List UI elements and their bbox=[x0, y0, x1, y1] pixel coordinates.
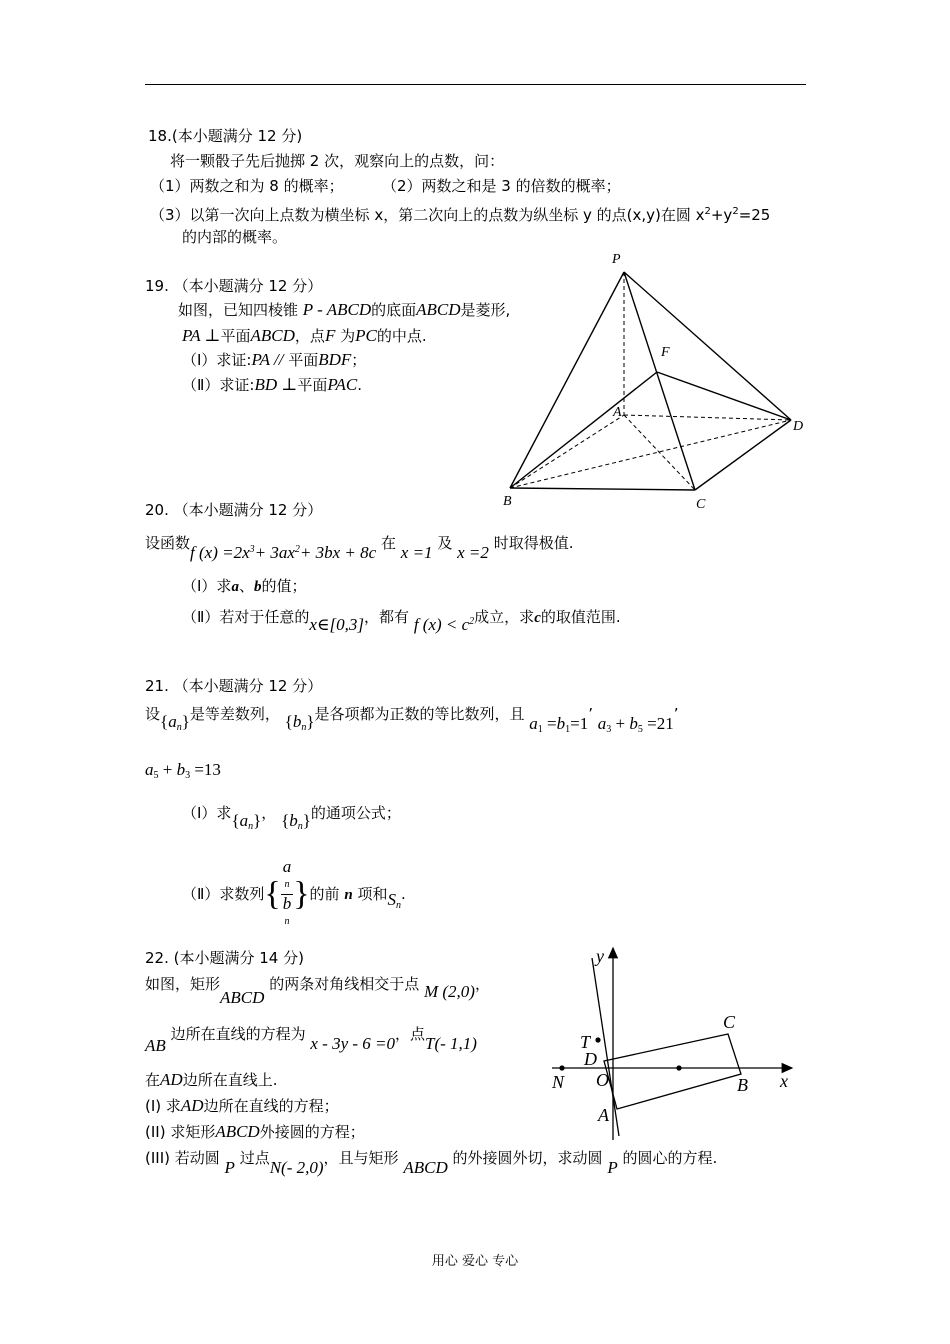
edge-BA bbox=[510, 415, 624, 488]
q21-part1: （Ⅰ）求$\{a_n\}$， $\{b_n\}$的通项公式； bbox=[182, 804, 401, 832]
segment-BF bbox=[510, 372, 657, 488]
edge-AD bbox=[624, 415, 791, 420]
q22-part2: (II) 求矩形ABCD外接圆的方程； bbox=[145, 1122, 365, 1141]
diagonal-AC bbox=[624, 415, 695, 490]
page-footer: 用心 爱心 专心 bbox=[431, 1254, 519, 1269]
label-A: A bbox=[613, 405, 622, 420]
label-N: N bbox=[552, 1072, 565, 1092]
coordinate-figure bbox=[540, 940, 810, 1140]
point-M bbox=[676, 1065, 681, 1070]
label-O: O bbox=[596, 1070, 609, 1090]
label-F: F bbox=[661, 345, 670, 360]
q19-line2: PA ⊥平面ABCD，点F 为PC的中点. bbox=[182, 326, 427, 345]
q20-line1: 设函数f $(x) =2x^3+ 3ax^2+ 3bx + 8c$ 在 x =1 及 x =2 时取得极值. bbox=[145, 534, 574, 562]
q18-part2: （2）两数之和是 3 的倍数的概率； bbox=[382, 177, 621, 195]
q18-part1: （1）两数之和为 8 的概率； bbox=[150, 177, 344, 195]
edge-PB bbox=[510, 272, 624, 488]
segment-FD bbox=[657, 372, 791, 420]
edge-PD bbox=[624, 272, 791, 420]
edge-PC bbox=[624, 272, 695, 490]
label-x: x bbox=[780, 1071, 788, 1091]
label-y: y bbox=[596, 946, 604, 966]
label-P: P bbox=[612, 252, 621, 267]
q21-line1: 设$\{a_n\}$是等差数列， $\{b_n\}$是各项都为正数的等比数列，且 $a_1 =b_1=1$’ $a_3 + b_5 =21$’ bbox=[145, 705, 679, 735]
q18-part3-cont: 的内部的概率。 bbox=[182, 228, 288, 246]
q18-part3: （3）以第一次向上点数为横坐标 x，第二次向上的点数为纵坐标 y 的点(x,y)在圆 $x^2+y^2=25$ bbox=[150, 206, 771, 224]
q22-line2: AB 边所在直线的方程为 x - 3y - 6 =0，点T(- 1,1) bbox=[145, 1025, 477, 1055]
q22-line3: 在AD边所在直线上. bbox=[145, 1070, 278, 1089]
pyramid-figure bbox=[500, 248, 810, 518]
point-T bbox=[595, 1037, 600, 1042]
rectangle-ABCD bbox=[604, 1034, 741, 1109]
q21-title: 21. （本小题满分 12 分） bbox=[145, 677, 323, 695]
q20-part2: （Ⅱ）若对于任意的x∈[0,3]，都有 f $(x) < c^2$成立，求c的取值范围. bbox=[182, 608, 621, 634]
q20-title: 20. （本小题满分 12 分） bbox=[145, 501, 323, 519]
label-D: D bbox=[793, 419, 804, 434]
label-C: C bbox=[696, 497, 706, 512]
q22-part1: (I) 求AD边所在直线的方程； bbox=[145, 1096, 339, 1115]
label-D: D bbox=[584, 1049, 597, 1069]
q22-title: 22. (本小题满分 14 分) bbox=[145, 949, 304, 967]
q20-part1: （Ⅰ）求a、b的值； bbox=[182, 577, 307, 595]
q19-part1: （Ⅰ）求证:PA // 平面BDF； bbox=[182, 350, 367, 369]
q19-title: 19. （本小题满分 12 分） bbox=[145, 277, 323, 295]
q22-part3: (III) 若动圆 P 过点N(- 2,0)，且与矩形 ABCD 的外接圆外切，求动圆 P 的圆心的方程. bbox=[145, 1149, 718, 1177]
label-B: B bbox=[503, 494, 512, 509]
point-N bbox=[559, 1065, 564, 1070]
label-T: T bbox=[580, 1032, 591, 1052]
edge-BC bbox=[510, 488, 695, 490]
q21-part2: （Ⅱ）求数列{ a n b n }的前 n 项和$S_n$. bbox=[182, 857, 406, 927]
q19-part2: （Ⅱ）求证:BD ⊥平面PAC. bbox=[182, 375, 363, 394]
label-B: B bbox=[737, 1075, 748, 1095]
q18-intro: 将一颗骰子先后抛掷 2 次，观察向上的点数，问： bbox=[170, 152, 505, 170]
label-A: A bbox=[598, 1105, 609, 1125]
q18-title: 18.(本小题满分 12 分) bbox=[148, 127, 303, 145]
header-rule bbox=[145, 84, 806, 85]
q21-line2: $a_5 + b_3 =13$ bbox=[145, 760, 221, 781]
q19-line1: 如图，已知四棱锥 P - ABCD的底面ABCD是菱形, bbox=[178, 300, 511, 319]
edge-CD bbox=[695, 420, 791, 490]
q22-line1: 如图，矩形ABCD 的两条对角线相交于点 M (2,0)， bbox=[145, 975, 490, 1007]
label-C: C bbox=[723, 1012, 736, 1032]
